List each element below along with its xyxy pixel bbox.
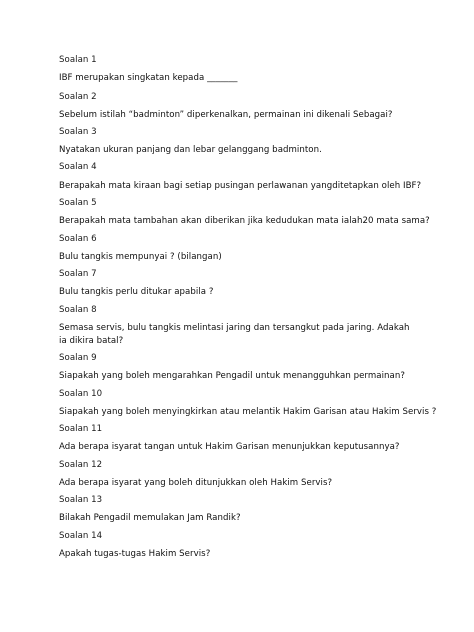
- question-text: Sebelum istilah “badminton” diperkenalkan, permainan ini dikenali Sebagai?: [59, 110, 393, 120]
- question-text: Bulu tangkis mempunyai ? (bilangan): [59, 252, 222, 262]
- question-label: Soalan 3: [59, 127, 97, 137]
- question-label: Soalan 1: [59, 55, 97, 65]
- question-text: Ada berapa isyarat yang boleh ditunjukkan oleh Hakim Servis?: [59, 478, 333, 488]
- question-text: Ada berapa isyarat tangan untuk Hakim Garisan menunjukkan keputusannya?: [59, 442, 400, 452]
- question-label: Soalan 2: [59, 92, 97, 102]
- question-label: Soalan 10: [59, 389, 103, 399]
- question-label: Soalan 5: [59, 198, 97, 208]
- question-text: Siapakah yang boleh menyingkirkan atau melantik Hakim Garisan atau Hakim Servis ?: [59, 407, 437, 417]
- question-label: Soalan 7: [59, 269, 97, 279]
- question-label: Soalan 4: [59, 162, 97, 172]
- question-text: Siapakah yang boleh mengarahkan Pengadil untuk menangguhkan permainan?: [59, 371, 405, 381]
- question-text: Semasa servis, bulu tangkis melintasi jaring dan tersangkut pada jaring. Adakah ia dikira batal?: [59, 323, 410, 346]
- question-label: Soalan 11: [59, 424, 103, 434]
- question-label: Soalan 6: [59, 234, 97, 244]
- question-label: Soalan 9: [59, 353, 97, 363]
- question-text: Bilakah Pengadil memulakan Jam Randik?: [59, 513, 241, 523]
- question-label: Soalan 13: [59, 495, 103, 505]
- question-text: IBF merupakan singkatan kepada _______: [59, 73, 238, 83]
- question-text: Berapakah mata kiraan bagi setiap pusingan perlawanan yangditetapkan oleh IBF?: [59, 181, 422, 191]
- question-text: Bulu tangkis perlu ditukar apabila ?: [59, 287, 214, 297]
- question-label: Soalan 12: [59, 460, 103, 470]
- question-label: Soalan 8: [59, 305, 97, 315]
- question-text: Nyatakan ukuran panjang dan lebar gelanggang badminton.: [59, 145, 322, 155]
- question-text: Berapakah mata tambahan akan diberikan jika kedudukan mata ialah20 mata sama?: [59, 216, 430, 226]
- question-label: Soalan 14: [59, 531, 103, 541]
- question-text: Apakah tugas-tugas Hakim Servis?: [59, 549, 211, 559]
